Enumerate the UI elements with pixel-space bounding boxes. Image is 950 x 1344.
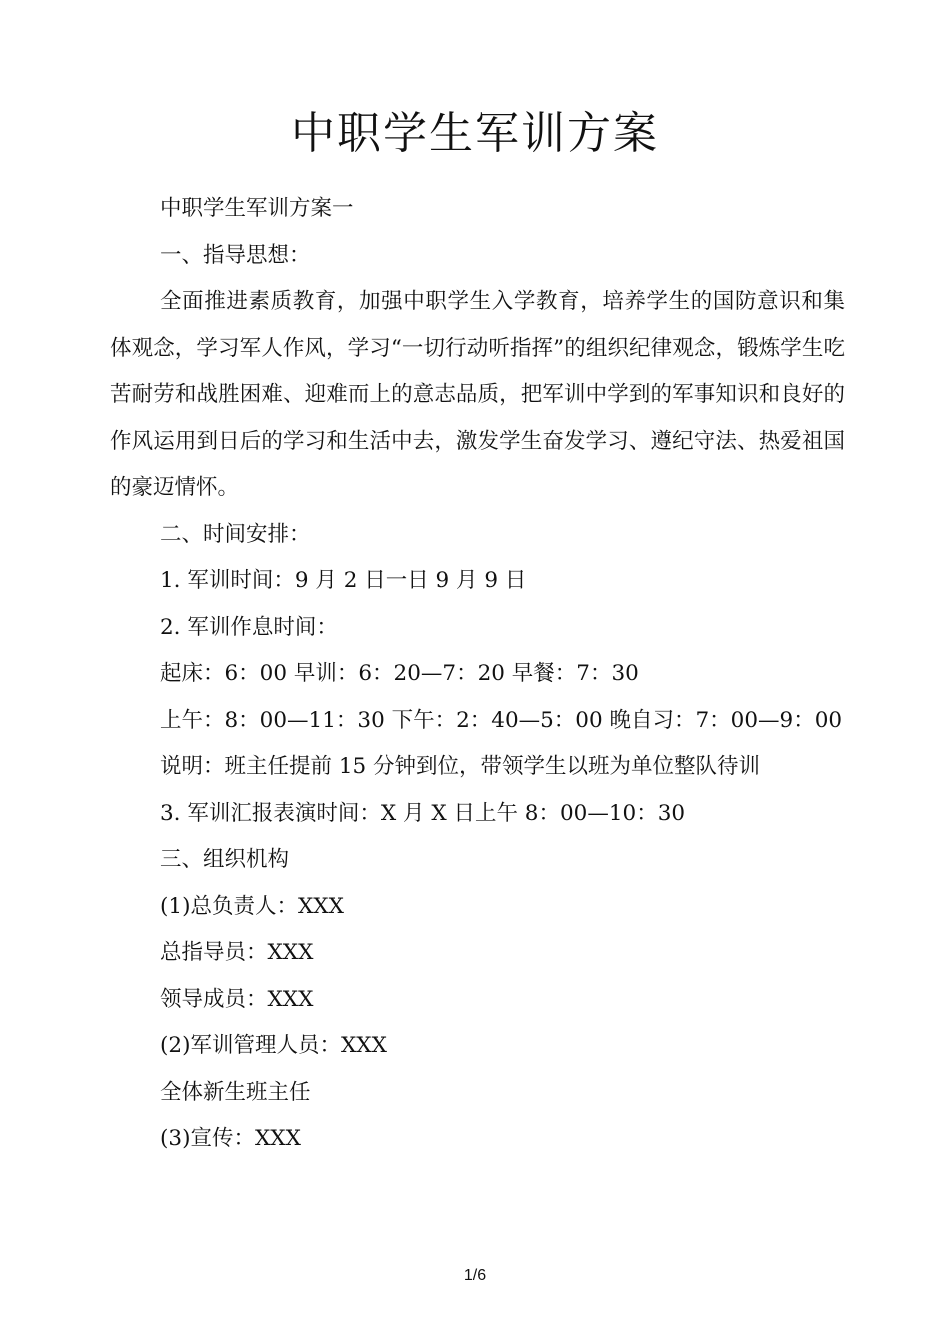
heading-guiding-ideology: 一、指导思想： [160, 242, 311, 268]
org-chief: (1)总负责人：XXX [160, 893, 344, 919]
org-chief-instructor: 总指导员：XXX [160, 940, 314, 965]
morning-schedule: 起床：6：00 早训：6：20—7：20 早餐：7：30 [160, 661, 639, 686]
page-number: 1/6 [463, 1267, 487, 1284]
paragraph-guiding-ideology: 全面推进素质教育，加强中职学生入学教育，培养学生的国防意识和集体观念，学习军人作风，学习“一切行动听指挥”的组织纪律观念，锻炼学生吃苦耐劳和战胜困难、迎难而上的意志品质，把军训中学到的军事知识和良好的作风运用到日后的学习和生活中去，激发学生奋发学习、遵纪守法、热爱祖国的豪迈情怀。 [110, 289, 845, 500]
performance-time: 3. 军训汇报表演时间：X 月 X 日上午 8：00—10：30 [160, 800, 686, 826]
org-leaders: 领导成员：XXX [160, 986, 314, 1012]
document-title: 中职学生军训方案 [291, 108, 659, 159]
org-class-teachers: 全体新生班主任 [160, 1079, 311, 1105]
heading-organization: 三、组织机构 [160, 847, 290, 872]
heading-schedule: 二、时间安排： [160, 521, 311, 547]
org-publicity: (3)宣传：XXX [160, 1126, 301, 1151]
training-dates: 1. 军训时间：9 月 2 日一日 9 月 9 日 [160, 568, 527, 593]
org-managers: (2)军训管理人员：XXX [160, 1033, 387, 1058]
day-schedule: 上午：8：00—11：30 下午：2：40—5：00 晚自习：7：00—9：00 [160, 707, 843, 733]
daily-schedule-heading: 2. 军训作息时间： [160, 614, 338, 640]
schedule-note: 说明：班主任提前 15 分钟到位，带领学生以班为单位整队待训 [160, 754, 761, 779]
document-body [110, 186, 845, 1163]
section-subtitle: 中职学生军训方案一 [160, 196, 354, 221]
